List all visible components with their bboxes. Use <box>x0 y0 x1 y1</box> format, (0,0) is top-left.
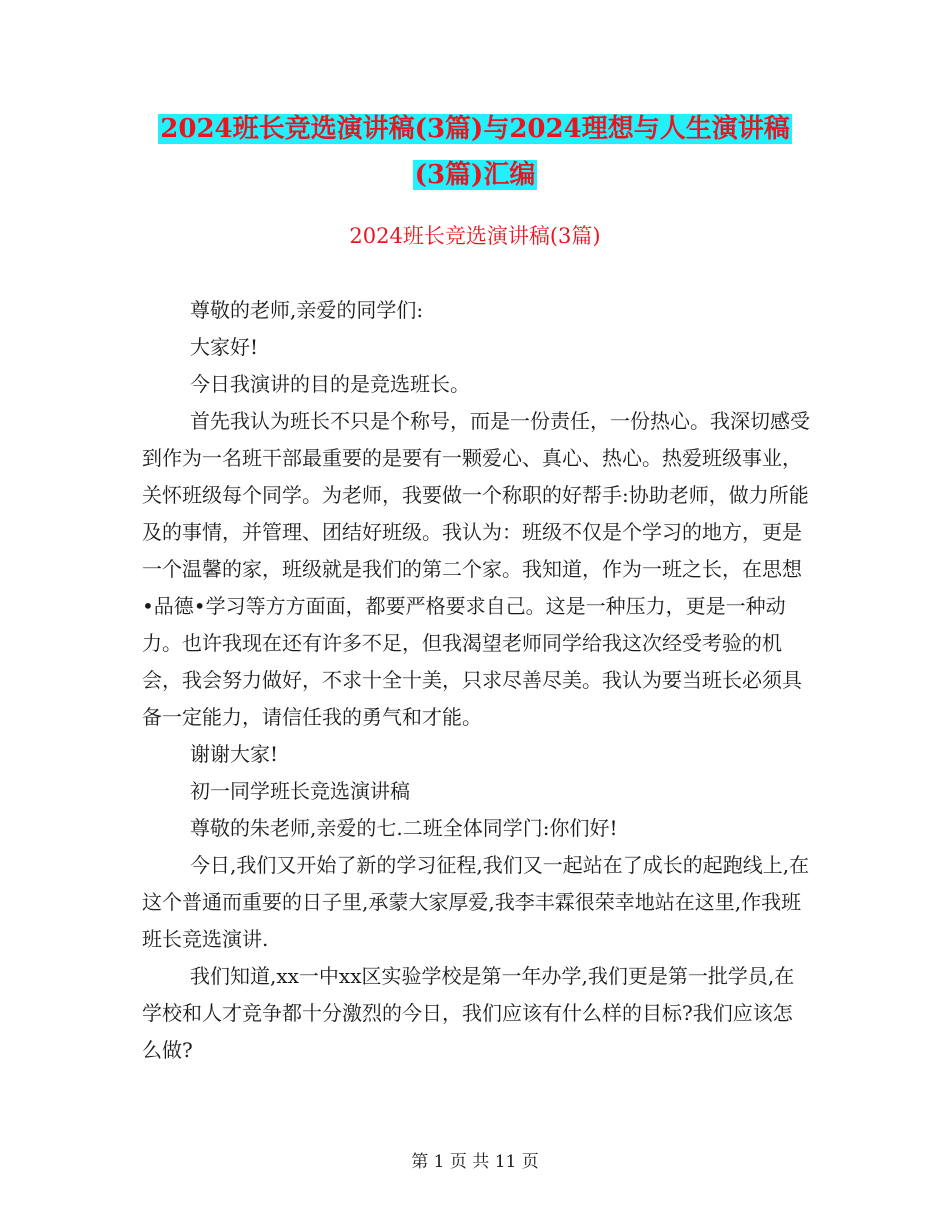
paragraph: 尊敬的老师,亲爱的同学们: <box>190 298 424 322</box>
paragraph: 尊敬的朱老师,亲爱的七.二班全体同学门:你们好! <box>190 816 618 840</box>
paragraph: 首先我认为班长不只是个称号，而是一份责任，一份热心。我深切感受到作为一名班干部最重要的是要有一颗爱心、真心、热心。热爱班级事业，关怀班级每个同学。为老师，我要做一个称职的好帮手:协助老师，做力所能及的事情，并管理、团结好班级。我认为：班级不仅是个学习的地方，更是一个温馨的家，班级就是我们的第二个家。我知道，作为一班之长，在思想•品德•学习等方方面面，都要严格要求自己。这是一种压力，更是一种动力。也许我现在还有许多不足，但我渴望老师同学给我这次经受考验的机会，我会努力做好，不求十全十美，只求尽善尽美。我认为要当班长必须具备一定能力，请信任我的勇气和才能。 <box>142 409 810 729</box>
paragraph: 今日我演讲的目的是竞选班长。 <box>190 372 470 396</box>
section-subtitle: 2024班长竞选演讲稿(3篇) <box>349 224 601 248</box>
document-body <box>142 292 812 1069</box>
paragraph: 今日,我们又开始了新的学习征程,我们又一起站在了成长的起跑线上,在这个普通而重要的日子里,承蒙大家厚爱,我李丰霖很荣幸地站在这里,作我班班长竞选演讲. <box>142 853 810 951</box>
paragraph: 初一同学班长竞选演讲稿 <box>190 779 410 803</box>
paragraph: 谢谢大家! <box>190 742 279 766</box>
paragraph: 我们知道,xx一中xx区实验学校是第一年办学,我们更是第一批学员,在学校和人才竞争都十分激烈的今日，我们应该有什么样的目标?我们应该怎么做? <box>142 964 795 1062</box>
document-title-line-1: 2024班长竞选演讲稿(3篇)与2024理想与人生演讲稿 <box>160 114 790 144</box>
page-footer: 第 1 页 共 11 页 <box>411 1152 539 1172</box>
document-title-line-2: (3篇)汇编 <box>414 160 536 190</box>
paragraph: 大家好! <box>190 335 259 359</box>
